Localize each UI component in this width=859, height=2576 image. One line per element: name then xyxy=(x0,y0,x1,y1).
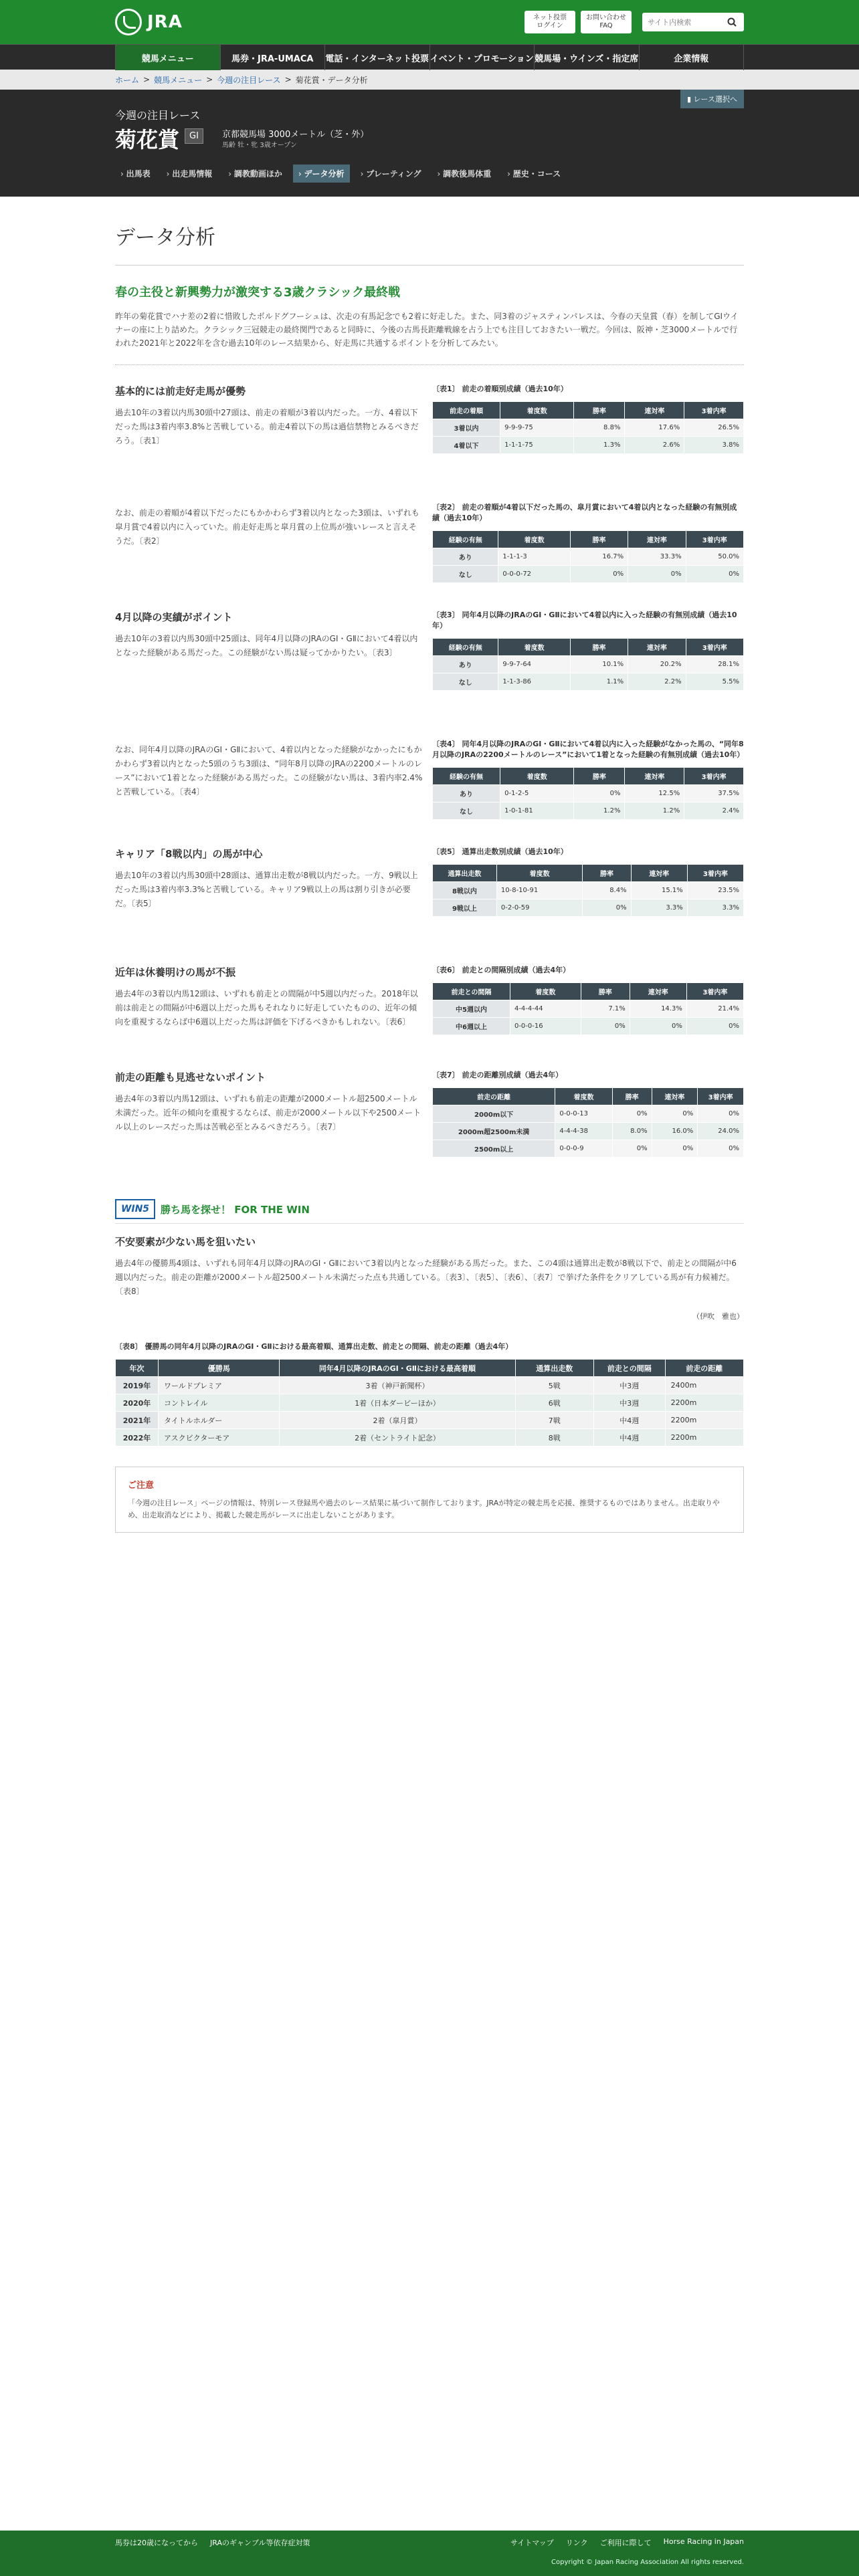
table-cell: 10.1% xyxy=(570,656,628,673)
table-row xyxy=(433,1018,744,1035)
breadcrumb-home[interactable]: ホーム xyxy=(115,75,140,85)
table-caption: 〔表2〕 前走の着順が4着以下だった馬の、皐月賞において4着以内となった経験の有無別成績（過去10年） xyxy=(432,503,737,522)
table-cell: 1-1-3-86 xyxy=(498,673,570,691)
table-cell: 8戦以内 xyxy=(433,882,497,899)
stats-table xyxy=(432,530,744,583)
table-header-cell: 着度数 xyxy=(496,865,583,882)
notice-text: 「今週の注目レース」ページの情報は、特別レース登録馬や過去のレース結果に基づいて制作しております。JRAが特定の競走馬を応援、推奨するものではありません。出走取りやめ、出走取消などにより、掲載した競走馬がレースに出走しないことがあります。 xyxy=(128,1499,720,1519)
table-cell: 2000m超2500m未満 xyxy=(433,1123,555,1140)
table-header-cell: 3着内率 xyxy=(686,531,743,548)
win5-text: 過去4年の優勝馬4頭は、いずれも同年4月以降のJRAのGⅠ・GⅡにおいて3着以内となった経験がある馬だった。また、この4頭は通算出走数が8戦以下で、前走との間隔が中6週以内だった。前走の距離が2000メートル超2500メートル未満だった点も共通している。〔表3〕、〔表5〕、〔表6〕、〔表7〕で挙げた条件をクリアしている馬が有力候補だ。〔表8〕 xyxy=(115,1259,737,1296)
tab-horse-info[interactable]: › 出走馬情報 xyxy=(166,169,213,179)
table-header-cell: 経験の有無 xyxy=(433,768,500,785)
section-text: 過去4年の3着以内馬12頭は、いずれも前走との間隔が中5週以内だった。2018年以前は前走との間隔が中6週以上だった馬もそれなりに好走していたものの、近年の傾向を重視するならば中6週以上だった馬は評価を下げるべきかもしれない。〔表6〕 xyxy=(115,989,418,1027)
table-header-row xyxy=(433,402,744,419)
table-header-cell: 着度数 xyxy=(510,983,581,1000)
breadcrumb-weekly[interactable]: 今週の注目レース xyxy=(217,75,281,85)
gnav-item-baken[interactable]: 馬券・JRA-UMACA xyxy=(221,45,326,70)
section-text: なお、前走の着順が4着以下だったにもかかわらず3着以内となった3頭は、いずれも皐月賞で4着以内に入っていた。前走好走馬と皐月賞の上位馬が強いレースと言えそうだ。〔表2〕 xyxy=(115,508,419,546)
gnav-item-keiba-menu[interactable]: 競馬メニュー xyxy=(115,45,221,70)
table-row xyxy=(433,802,744,820)
gnav-item-vote[interactable]: 電話・インターネット投票 xyxy=(325,45,430,70)
table-cell: 0% xyxy=(686,566,743,583)
table-header-cell: 勝率 xyxy=(612,1088,652,1105)
table-cell: 中6週以上 xyxy=(433,1018,510,1035)
section-heading: 基本的には前走好走馬が優勢 xyxy=(115,385,246,397)
table-header-cell: 前走との間隔 xyxy=(433,983,510,1000)
table-row xyxy=(433,1140,744,1158)
table-header-cell: 着度数 xyxy=(498,531,570,548)
table-caption: 〔表5〕 通算出走数別成績（過去10年） xyxy=(432,847,568,856)
table-cell: あり xyxy=(433,548,498,566)
section-text: 過去10年の3着以内馬30頭中25頭は、同年4月以降のJRAのGⅠ・GⅡにおいて4着以内となった経験がある馬だった。この経験がない馬は疑ってかかりたい。〔表3〕 xyxy=(115,634,418,657)
table-caption: 〔表1〕 前走の着順別成績（過去10年） xyxy=(432,385,568,393)
table-cell: 6戦 xyxy=(515,1394,593,1412)
table-row xyxy=(433,673,744,691)
table-cell: 1着（日本ダービーほか） xyxy=(280,1394,515,1412)
table-cell: 1.1% xyxy=(570,673,628,691)
stats-table xyxy=(432,638,744,691)
gnav-item-event[interactable]: イベント・プロモーション xyxy=(430,45,535,70)
table-cell: 2021年 xyxy=(116,1412,159,1429)
net-vote-login-button[interactable]: ネット投票 ログイン xyxy=(524,11,575,33)
table-cell: 2022年 xyxy=(116,1429,159,1446)
logo-text: JRA xyxy=(147,12,183,32)
table-header-cell: 着度数 xyxy=(498,639,570,656)
table-header-cell: 3着内率 xyxy=(687,865,743,882)
table-header-row xyxy=(433,531,744,548)
table-cell: 50.0% xyxy=(686,548,743,566)
table-header-cell: 3着内率 xyxy=(686,983,743,1000)
table-row xyxy=(433,899,744,917)
table-header-cell: 着度数 xyxy=(555,1088,612,1105)
analysis-row xyxy=(115,739,744,820)
table-cell: 2200m xyxy=(665,1412,743,1429)
table-cell: 14.3% xyxy=(630,1000,686,1018)
analysis-row xyxy=(115,502,744,583)
table-cell: 0-0-0-13 xyxy=(555,1105,612,1123)
table-row xyxy=(433,785,744,802)
analysis-text xyxy=(115,847,423,917)
table-header-row xyxy=(433,983,744,1000)
analysis-table-block xyxy=(432,1070,744,1158)
table-cell: 0% xyxy=(628,566,686,583)
breadcrumb: ホーム > 競馬メニュー > 今週の注目レース > 菊花賞・データ分析 xyxy=(0,70,859,90)
section-heading: 4月以降の実績がポイント xyxy=(115,611,233,623)
table-cell: 0% xyxy=(612,1140,652,1158)
analysis-text xyxy=(115,610,423,691)
table-cell: 中3週 xyxy=(593,1377,665,1394)
table-cell: 1.2% xyxy=(625,802,684,820)
footer-link-terms[interactable]: ご利用に際して xyxy=(599,2539,652,2547)
footer-link-english[interactable]: Horse Racing in Japan xyxy=(663,2537,744,2546)
table-cell: あり xyxy=(433,656,498,673)
jra-logo[interactable] xyxy=(115,9,183,35)
table-row xyxy=(433,656,744,673)
table-header-cell: 連対率 xyxy=(625,402,684,419)
analysis-table-block xyxy=(432,739,744,820)
table-header-cell: 連対率 xyxy=(652,1088,698,1105)
table-cell: コントレイル xyxy=(159,1394,280,1412)
table-cell: 24.0% xyxy=(698,1123,744,1140)
table-header-cell: 3着内率 xyxy=(684,402,744,419)
table-cell: 2着（皐月賞） xyxy=(280,1412,515,1429)
table-row xyxy=(433,1123,744,1140)
table-header-cell: 経験の有無 xyxy=(433,639,498,656)
search-input[interactable] xyxy=(642,18,723,27)
tab-entries[interactable]: › 出馬表 xyxy=(120,169,151,179)
table-cell: 0-0-0-16 xyxy=(510,1018,581,1035)
table-header-cell: 連対率 xyxy=(628,531,686,548)
table-header-cell: 3着内率 xyxy=(684,768,744,785)
table8-caption: 〔表8〕 優勝馬の同年4月以降のJRAのGⅠ・GⅡにおける最高着順、通算出走数、前走との間隔、前走の距離（過去4年） xyxy=(115,1342,513,1351)
tab-training-video[interactable]: › 調教動画ほか xyxy=(228,169,282,179)
win5-subtitle: 不安要素が少ない馬を狙いたい xyxy=(115,1236,256,1248)
table-cell: ワールドプレミア xyxy=(159,1377,280,1394)
table-cell: 0% xyxy=(612,1105,652,1123)
table-cell: 9戦以上 xyxy=(433,899,497,917)
breadcrumb-current: 菊花賞・データ分析 xyxy=(295,75,368,85)
race-title: 菊花賞 xyxy=(115,127,180,152)
table-cell: 中4週 xyxy=(593,1429,665,1446)
table-cell: 0% xyxy=(698,1140,744,1158)
table-header-cell: 前走の距離 xyxy=(433,1088,555,1105)
table-cell: 26.5% xyxy=(684,419,744,437)
table-cell: 3着以内 xyxy=(433,419,500,437)
global-nav xyxy=(0,44,859,70)
table-cell: 2500m以上 xyxy=(433,1140,555,1158)
table-row xyxy=(433,548,744,566)
table-cell: 4-4-4-44 xyxy=(510,1000,581,1018)
analysis-row xyxy=(115,965,744,1035)
table-cell: 2200m xyxy=(665,1394,743,1412)
table-cell: 8.8% xyxy=(574,419,625,437)
tab-data-analysis[interactable]: › データ分析 xyxy=(293,165,350,183)
table-cell: タイトルホルダー xyxy=(159,1412,280,1429)
table-cell: 20.2% xyxy=(628,656,686,673)
table-row xyxy=(116,1377,744,1394)
section-heading: 前走の距離も見逃せないポイント xyxy=(115,1071,266,1083)
table-header-cell: 3着内率 xyxy=(686,639,743,656)
table-cell: 17.6% xyxy=(625,419,684,437)
footer-link-sitemap[interactable]: サイトマップ xyxy=(510,2539,554,2547)
table-cell: 2019年 xyxy=(116,1377,159,1394)
table-caption: 〔表6〕 前走との間隔別成績（過去4年） xyxy=(432,966,571,974)
table-cell: 3着（神戸新聞杯） xyxy=(280,1377,515,1394)
table-header-row xyxy=(433,1088,744,1105)
stats-table xyxy=(432,767,744,820)
search-icon[interactable] xyxy=(723,13,741,31)
table-cell: 0-2-0-59 xyxy=(496,899,583,917)
table-row xyxy=(116,1412,744,1429)
table-cell: なし xyxy=(433,673,498,691)
copyright: Copyright © Japan Racing Association All rights reserved. xyxy=(551,2559,744,2566)
table-cell: 2000m以下 xyxy=(433,1105,555,1123)
table-cell: 2.4% xyxy=(684,802,744,820)
table-header-cell: 勝率 xyxy=(574,768,625,785)
table-cell: あり xyxy=(433,785,500,802)
table-header-cell: 連対率 xyxy=(628,639,686,656)
footer-link-gambling[interactable]: JRAのギャンブル等依存症対策 xyxy=(210,2539,310,2547)
table-cell: 28.1% xyxy=(686,656,743,673)
notice-box xyxy=(115,1467,744,1533)
table-cell: 7戦 xyxy=(515,1412,593,1429)
analysis-table-block xyxy=(432,502,744,583)
table-cell: 15.1% xyxy=(631,882,687,899)
table-cell: 12.5% xyxy=(625,785,684,802)
table-cell: 2200m xyxy=(665,1429,743,1446)
analysis-row xyxy=(115,610,744,691)
table-header-cell: 連対率 xyxy=(630,983,686,1000)
table-cell: 0% xyxy=(630,1018,686,1035)
table-row xyxy=(433,419,744,437)
table-header-row xyxy=(433,639,744,656)
table-cell: 3.8% xyxy=(684,437,744,454)
tab-weight[interactable]: › 調教後馬体重 xyxy=(437,169,492,179)
table-header-cell: 同年4月以降のJRAのGⅠ・GⅡにおける最高着順 xyxy=(280,1360,515,1377)
table-cell: 37.5% xyxy=(684,785,744,802)
table-cell: 10-8-10-91 xyxy=(496,882,583,899)
table-cell: 0% xyxy=(570,566,628,583)
table-cell: 21.4% xyxy=(686,1000,743,1018)
site-header xyxy=(0,0,859,44)
win5-header xyxy=(115,1199,744,1224)
table-header-cell: 勝率 xyxy=(583,865,631,882)
table-cell: 2.2% xyxy=(628,673,686,691)
table-cell: 16.0% xyxy=(652,1123,698,1140)
table-cell: 2400m xyxy=(665,1377,743,1394)
table-header-cell: 前走の距離 xyxy=(665,1360,743,1377)
table-cell: 0-0-0-72 xyxy=(498,566,570,583)
section-text: 過去10年の3着以内馬30頭中27頭は、前走の着順が3着以内だった。一方、4着以下だった馬は3着内率3.8%と苦戦している。前走4着以下の馬は過信禁物とみるべきだろう。〔表1〕 xyxy=(115,408,419,445)
section-heading: キャリア「8戦以内」の馬が中心 xyxy=(115,848,263,860)
table-row xyxy=(433,437,744,454)
table-cell: 3.3% xyxy=(687,899,743,917)
table-row xyxy=(433,1105,744,1123)
table-header-cell: 着度数 xyxy=(500,402,574,419)
analysis-text xyxy=(115,739,423,820)
stats-table xyxy=(432,982,744,1035)
table-header-cell: 3着内率 xyxy=(698,1088,744,1105)
table-header-cell: 前走との間隔 xyxy=(593,1360,665,1377)
table-header-cell: 優勝馬 xyxy=(159,1360,280,1377)
table-row xyxy=(433,566,744,583)
table-cell: アスクビクターモア xyxy=(159,1429,280,1446)
section-text: なお、同年4月以降のJRAのGⅠ・GⅡにおいて、4着以内となった経験がなかったにもかかわらず3着以内となった5頭のうち3頭は、“同年8月以降のJRAの2200メートルのレース”において1着となった経験がある馬だった。この経験がない馬は、3着内率2.4%と苦戦している。〔表4〕 xyxy=(115,745,423,796)
win5-title: 勝ち馬を探せ！ FOR THE WIN xyxy=(161,1203,310,1216)
analysis-table-block xyxy=(432,384,744,454)
analysis-table-block xyxy=(432,610,744,691)
table-header-cell: 着度数 xyxy=(500,768,574,785)
table-cell: 33.3% xyxy=(628,548,686,566)
stats-table xyxy=(432,401,744,454)
table-header-cell: 勝率 xyxy=(570,639,628,656)
table-cell: 中4週 xyxy=(593,1412,665,1429)
table-cell: なし xyxy=(433,566,498,583)
table-header-cell: 前走の着順 xyxy=(433,402,500,419)
table-cell: 5.5% xyxy=(686,673,743,691)
section-heading: 近年は休養明けの馬が不振 xyxy=(115,966,236,978)
lead-title: 春の主役と新興勢力が激突する3歳クラシック最終戦 xyxy=(115,286,401,300)
table-header-cell: 勝率 xyxy=(581,983,630,1000)
table-cell: 4着以下 xyxy=(433,437,500,454)
table-header-cell: 連対率 xyxy=(625,768,684,785)
footer-link-links[interactable]: リンク xyxy=(565,2539,588,2547)
table-cell: 2.6% xyxy=(625,437,684,454)
table-cell: 0% xyxy=(698,1105,744,1123)
table-cell: 0% xyxy=(686,1018,743,1035)
analysis-row xyxy=(115,847,744,917)
table-header-cell: 年次 xyxy=(116,1360,159,1377)
table-cell: 8.0% xyxy=(612,1123,652,1140)
table-header-cell: 通算出走数 xyxy=(433,865,497,882)
page-title: データ分析 xyxy=(115,221,744,265)
table-header-row xyxy=(433,865,744,882)
table-cell: 中3週 xyxy=(593,1394,665,1412)
table-cell: 9-9-7-64 xyxy=(498,656,570,673)
table-cell: 23.5% xyxy=(687,882,743,899)
table8 xyxy=(115,1359,744,1446)
table-cell: 16.7% xyxy=(570,548,628,566)
analysis-text xyxy=(115,384,423,454)
table-cell: 0-0-0-9 xyxy=(555,1140,612,1158)
table-header-row xyxy=(433,768,744,785)
table-cell: 1.2% xyxy=(574,802,625,820)
table-cell: 0% xyxy=(574,785,625,802)
table-cell: 0% xyxy=(652,1140,698,1158)
table-row xyxy=(433,1000,744,1018)
gnav-item-course[interactable]: 競馬場・ウインズ・指定席 xyxy=(535,45,640,70)
faq-button[interactable]: お問い合わせ FAQ xyxy=(581,11,632,33)
table-cell: 8.4% xyxy=(583,882,631,899)
table-cell: 2020年 xyxy=(116,1394,159,1412)
table-cell: 1-1-1-3 xyxy=(498,548,570,566)
table-cell: 中5週以内 xyxy=(433,1000,510,1018)
gnav-item-company[interactable]: 企業情報 xyxy=(640,45,745,70)
race-kicker: 今週の注目レース xyxy=(115,109,201,122)
table-row xyxy=(116,1429,744,1446)
analysis-row xyxy=(115,1070,744,1158)
table-cell: 1-1-1-75 xyxy=(500,437,574,454)
analysis-table-block xyxy=(432,847,744,917)
table-cell: 1.3% xyxy=(574,437,625,454)
table-cell: なし xyxy=(433,802,500,820)
author: （伊吹 雅也） xyxy=(692,1312,744,1321)
section-text: 過去10年の3着以内馬30頭中28頭は、通算出走数が8戦以内だった。一方、9戦以上だった馬は3着内率3.3%と苦戦している。キャリア9戦以上の馬は割り引きが必要だ。〔表5〕 xyxy=(115,871,418,908)
race-tabs xyxy=(115,165,566,183)
table-cell: 0% xyxy=(583,899,631,917)
section-text: 過去4年の3着以内馬12頭は、いずれも前走の距離が2000メートル超2500メートル未満だった。近年の傾向を重視するならば、前走が2000メートル以下や2500メートル以上のレースだった馬は苦戦必至とみるべきだろう。〔表7〕 xyxy=(115,1094,421,1132)
table-header-cell: 経験の有無 xyxy=(433,531,498,548)
table-caption: 〔表7〕 前走の距離別成績（過去4年） xyxy=(432,1071,563,1079)
jra-logo-icon xyxy=(115,9,142,35)
table-header-cell: 勝率 xyxy=(570,531,628,548)
table-cell: 5戦 xyxy=(515,1377,593,1394)
table-cell: 0% xyxy=(652,1105,698,1123)
table-cell: 1-0-1-81 xyxy=(500,802,574,820)
win5-logo: WIN5 xyxy=(115,1199,155,1219)
stats-table xyxy=(432,1087,744,1158)
grade-badge: GI xyxy=(185,128,203,144)
table-cell: 7.1% xyxy=(581,1000,630,1018)
race-select-button[interactable]: ▮ レース選択へ xyxy=(680,90,744,108)
table-cell: 0% xyxy=(581,1018,630,1035)
breadcrumb-menu[interactable]: 競馬メニュー xyxy=(154,75,203,85)
table-header-row xyxy=(116,1360,744,1377)
analysis-text xyxy=(115,965,423,1035)
stats-table xyxy=(432,864,744,917)
analysis-text xyxy=(115,502,423,583)
table-cell: 0-1-2-5 xyxy=(500,785,574,802)
table-cell: 2着（セントライト記念） xyxy=(280,1429,515,1446)
table-cell: 4-4-4-38 xyxy=(555,1123,612,1140)
table-header-cell: 連対率 xyxy=(631,865,687,882)
table-row xyxy=(433,882,744,899)
race-info: 京都競馬場 3000メートル（芝・外） xyxy=(222,130,369,140)
table-header-cell: 通算出走数 xyxy=(515,1360,593,1377)
race-header xyxy=(0,90,859,197)
table-cell: 8戦 xyxy=(515,1429,593,1446)
table-caption: 〔表3〕 同年4月以降のJRAのGⅠ・GⅡにおいて4着以内に入った経験の有無別成績（過去10年） xyxy=(432,611,737,630)
analysis-text xyxy=(115,1070,423,1158)
footer-link-age[interactable]: 馬券は20歳になってから xyxy=(115,2539,198,2547)
table-cell: 9-9-9-75 xyxy=(500,419,574,437)
notice-title: ご注意 xyxy=(128,1481,155,1491)
analysis-row xyxy=(115,384,744,454)
table-header-cell: 勝率 xyxy=(574,402,625,419)
site-search xyxy=(642,13,744,31)
analysis-table-block xyxy=(432,965,744,1035)
lead-text: 昨年の菊花賞でハナ差の2着に惜敗したボルドグフーシュは、次走の有馬記念でも2着に好走した。また、同3着のジャスティンパレスは、今春の天皇賞（春）を制してGⅠウイナーの座に上り詰めた。クラシック三冠競走の最終関門であると同時に、今後の古馬長距離戦線を占う上でも注目しておきたい一戦だ。今回は、阪神・芝3000メートルで行われた2021年と2022年を含む過去10年のレース結果から、好走馬に共通するポイントを分析してみたい。 xyxy=(115,310,744,365)
race-conditions: 馬齢 牡・牝 3歳オープン xyxy=(222,142,297,149)
table-cell: 3.3% xyxy=(631,899,687,917)
table-row xyxy=(116,1394,744,1412)
table-caption: 〔表4〕 同年4月以降のJRAのGⅠ・GⅡにおいて4着以内に入った経験がなかった馬の、“同年8月以降のJRAの2200メートルのレース”において1着となった経験の有無別成績（過去10年） xyxy=(432,740,745,759)
tab-history[interactable]: › 歴史・コース xyxy=(507,169,561,179)
tab-playrating[interactable]: › プレーティング xyxy=(360,169,421,179)
site-footer xyxy=(0,2531,859,2576)
